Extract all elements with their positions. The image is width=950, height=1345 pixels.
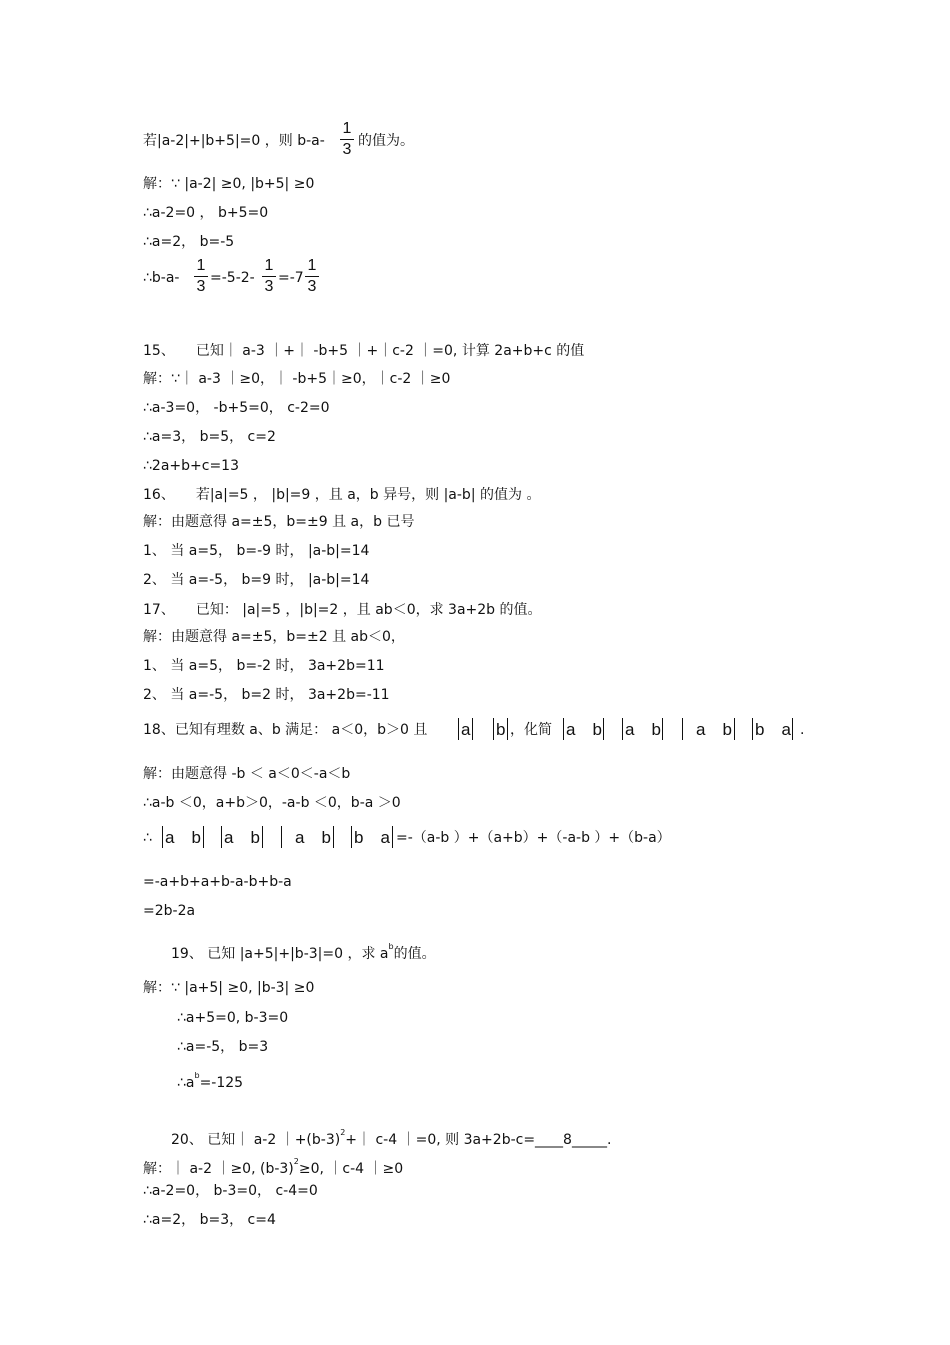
p20-solution-3: ∴a=2， b=3， c=4 xyxy=(143,1212,276,1228)
p14-solution-4b: =-5-2- xyxy=(210,270,255,286)
p15-solution-2: ∴a-3=0， -b+5=0， c-2=0 xyxy=(143,400,330,416)
abs-bar xyxy=(333,826,334,848)
abs-bar xyxy=(472,718,473,740)
abs-bar xyxy=(493,718,494,740)
p19-solution-2: ∴a+5=0, b-3=0 xyxy=(177,1010,289,1026)
p18-s3-expr-3: a b xyxy=(295,828,331,847)
p19-solution-3: ∴a=-5， b=3 xyxy=(177,1039,269,1055)
fraction-bar xyxy=(305,276,319,277)
fraction-denominator: 3 xyxy=(264,278,274,295)
p14-solution-4a: ∴b-a- xyxy=(143,270,180,286)
p20-question-b: +｜ c-4 ｜=0, 则 3a+2b-c=____8_____. xyxy=(345,1132,612,1148)
p19-question-a: 19、 已知 |a+5|+|b-3|=0 ，求 a xyxy=(171,946,389,962)
p17-solution-3: 2、 当 a=-5， b=2 时， 3a+2b=-11 xyxy=(143,687,390,703)
p18-s3-expr-1: a b xyxy=(165,828,201,847)
abs-bar xyxy=(662,718,663,740)
p18-expr-1: a b xyxy=(566,720,602,739)
p19-solution-1: 解：∵ |a+5| ≥0, |b-3| ≥0 xyxy=(143,980,315,996)
p19-question-b: 的值。 xyxy=(393,946,436,962)
p18-solution-3-post: =-（a-b ）+（a+b）+（-a-b ）+（b-a） xyxy=(396,830,671,846)
p16-solution-3: 2、 当 a=-5， b=9 时， |a-b|=14 xyxy=(143,572,370,588)
p15-solution-3: ∴a=3， b=5， c=2 xyxy=(143,429,276,445)
abs-bar xyxy=(563,718,564,740)
abs-bar xyxy=(458,718,459,740)
fraction-bar xyxy=(194,276,208,277)
p17-solution-2: 1、 当 a=5， b=-2 时， 3a+2b=11 xyxy=(143,658,385,674)
abs-bar xyxy=(351,826,352,848)
p18-solution-4: =-a+b+a+b-a-b+b-a xyxy=(143,874,292,890)
p18-solution-3-pre: ∴ xyxy=(143,830,152,846)
p20-s1-sup: 2 xyxy=(293,1157,299,1166)
p14-fraction-3 xyxy=(305,257,319,296)
fraction-bar xyxy=(340,139,354,140)
p18-expr-4: b a xyxy=(755,720,791,739)
abs-bar xyxy=(221,826,222,848)
p15-solution-1: 解：∵｜ a-3 ｜≥0，｜ -b+5｜≥0，｜c-2 ｜≥0 xyxy=(143,371,451,387)
p18-expr-2: a b xyxy=(625,720,661,739)
p17-question: 17、 已知： |a|=5 ，|b|=2 ，且 ab＜0，求 3a+2b 的值。 xyxy=(143,602,542,618)
p19-s4-b: =-125 xyxy=(199,1075,244,1091)
p19-s4-sup: b xyxy=(194,1071,200,1080)
fraction-bar xyxy=(262,276,276,277)
p14-question-fraction xyxy=(340,120,354,159)
p20-solution-1 xyxy=(143,1153,403,1178)
abs-bar xyxy=(682,718,683,740)
p20-question-sup: 2 xyxy=(340,1128,346,1137)
fraction-numerator: 1 xyxy=(307,257,317,274)
p20-solution-2: ∴a-2=0， b-3=0， c-4=0 xyxy=(143,1183,318,1199)
p19-solution-4 xyxy=(177,1067,243,1092)
p16-question: 16、 若|a|=5 ， |b|=9 ，且 a，b 异号，则 |a-b| 的值为 。 xyxy=(143,487,541,503)
p14-solution-2: ∴a-2=0 ， b+5=0 xyxy=(143,205,269,221)
p18-s3-expr-4: b a xyxy=(354,828,390,847)
p19-s4-a: ∴a xyxy=(177,1075,195,1091)
p18-term-b: b xyxy=(496,720,506,739)
abs-bar xyxy=(792,718,793,740)
p18-solution-1: 解：由题意得 -b ＜ a＜0＜-a＜b xyxy=(143,766,351,782)
p14-solution-3: ∴a=2， b=-5 xyxy=(143,234,235,250)
fraction-numerator: 1 xyxy=(342,120,352,137)
p18-question-end: . xyxy=(800,722,805,738)
p18-s3-expr-2: a b xyxy=(224,828,260,847)
p18-question-b: ，化简 xyxy=(510,722,552,738)
p20-question-a: 20、 已知｜ a-2 ｜+(b-3) xyxy=(171,1132,341,1148)
p20-question xyxy=(171,1124,611,1149)
fraction-numerator: 1 xyxy=(196,257,206,274)
p20-s1-b: ≥0, ｜c-4 ｜≥0 xyxy=(298,1161,404,1177)
abs-bar xyxy=(622,718,623,740)
abs-bar xyxy=(734,718,735,740)
p15-solution-4: ∴2a+b+c=13 xyxy=(143,458,239,474)
abs-bar xyxy=(752,718,753,740)
abs-bar xyxy=(262,826,263,848)
p15-question: 15、 已知｜ a-3 ｜+｜ -b+5 ｜+｜c-2 ｜=0, 计算 2a+b+c 的值 xyxy=(143,343,585,359)
p18-solution-5: =2b-2a xyxy=(143,903,196,919)
p16-solution-2: 1、 当 a=5， b=-9 时， |a-b|=14 xyxy=(143,543,370,559)
p14-fraction-1 xyxy=(194,257,208,296)
p17-solution-1: 解：由题意得 a=±5，b=±2 且 ab＜0， xyxy=(143,629,405,645)
abs-bar xyxy=(603,718,604,740)
p18-term-a: a xyxy=(461,720,471,739)
fraction-numerator: 1 xyxy=(264,257,274,274)
p14-question-a: 若|a-2|+|b+5|=0 ，则 b-a- xyxy=(143,133,325,149)
fraction-denominator: 3 xyxy=(196,278,206,295)
fraction-denominator: 3 xyxy=(307,278,317,295)
p14-solution-1: 解：∵ |a-2| ≥0, |b+5| ≥0 xyxy=(143,176,315,192)
p18-expr-3: a b xyxy=(696,720,732,739)
abs-bar xyxy=(392,826,393,848)
abs-bar xyxy=(162,826,163,848)
p18-question-a: 18、已知有理数 a、b 满足： a＜0，b＞0 且 xyxy=(143,722,428,738)
abs-bar xyxy=(203,826,204,848)
abs-bar xyxy=(507,718,508,740)
fraction-denominator: 3 xyxy=(342,141,352,158)
p14-question-b: 的值为。 xyxy=(358,133,414,149)
p19-question-sup: b xyxy=(388,942,394,951)
p14-fraction-2 xyxy=(262,257,276,296)
p14-solution-4c: =-7 xyxy=(278,270,304,286)
p20-s1-a: 解：｜ a-2 ｜≥0, (b-3) xyxy=(143,1161,294,1177)
p16-solution-1: 解：由题意得 a=±5，b=±9 且 a，b 已号 xyxy=(143,514,415,530)
p19-question xyxy=(171,938,436,963)
abs-bar xyxy=(281,826,282,848)
p18-solution-2: ∴a-b ＜0，a+b＞0，-a-b ＜0，b-a ＞0 xyxy=(143,795,401,811)
